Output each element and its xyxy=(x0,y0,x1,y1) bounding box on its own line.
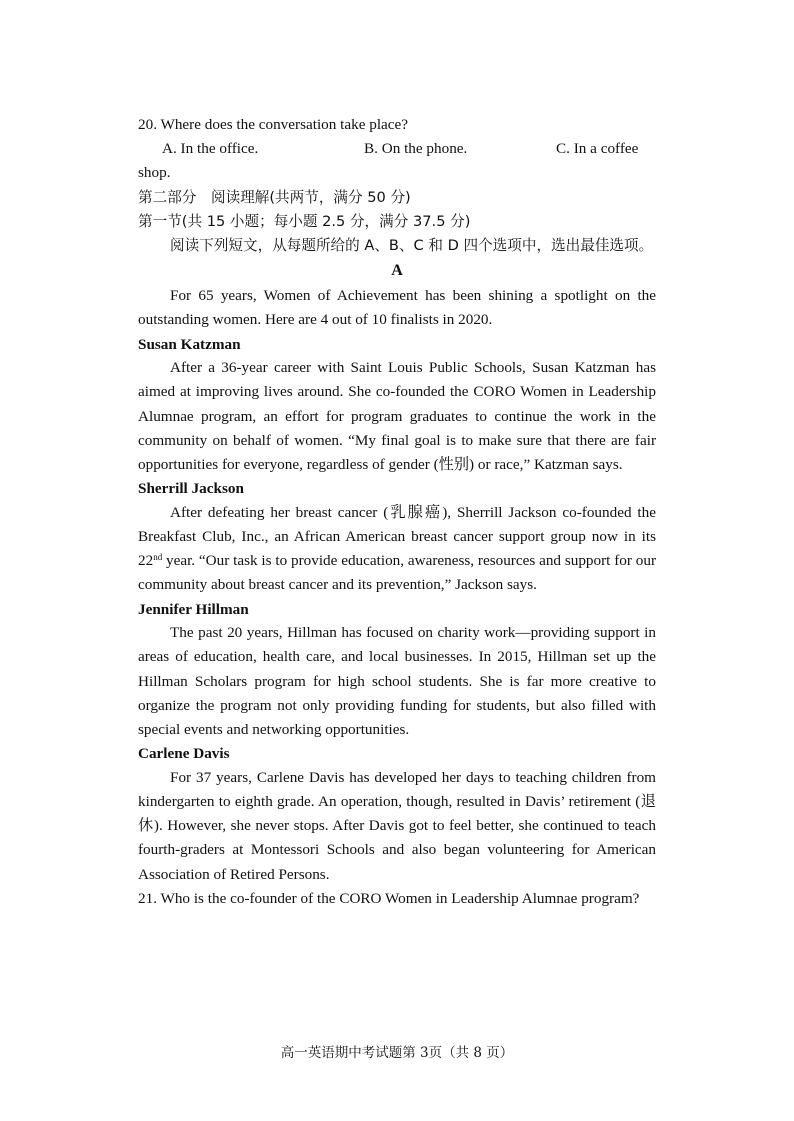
person-name: Carlene Davis xyxy=(138,745,230,763)
exam-page xyxy=(138,113,656,911)
option-c: C. In a coffee xyxy=(556,140,639,158)
question-21: 21. Who is the co-founder of the CORO Women in Leadership Alumnae program? xyxy=(138,889,640,907)
question-20: 20. Where does the conversation take place? xyxy=(138,116,409,133)
paragraph-text: After defeating her breast cancer (乳腺癌), Sherrill Jackson co-founded the Breakfast Club, Inc., an African American breast cancer support group now in its 22 xyxy=(138,503,656,570)
passage-letter: A xyxy=(391,262,403,280)
option-c-continuation: shop. xyxy=(138,164,171,182)
person-paragraph: For 37 years, Carlene Davis has developed her days to teaching children from kindergarten to eighth grade. An operation, though, resulted in Davis’ retirement (退休). However, she never stops. After Davis got to feel better, she continued to teach fourth-graders at Montessori Schools and also began volunteering for American Association of Retired Persons. xyxy=(138,768,656,883)
reading-instruction: 阅读下列短文，从每题所给的 A、B、C 和 D 四个选项中，选出最佳选项。 xyxy=(170,237,654,255)
ordinal-suffix: nd xyxy=(153,552,163,563)
option-a: A. In the office. xyxy=(162,140,259,158)
option-b: B. On the phone. xyxy=(364,140,468,158)
passage-intro: For 65 years, Women of Achievement has been shining a spotlight on the outstanding women. Here are 4 out of 10 finalists in 2020. xyxy=(138,287,656,329)
person-name: Jennifer Hillman xyxy=(138,600,249,618)
person-name: Sherrill Jackson xyxy=(138,480,244,498)
person-name: Susan Katzman xyxy=(138,335,241,353)
page-footer: 高一英语期中考试题第 3页（共 8 页） xyxy=(280,1045,514,1061)
person-paragraph xyxy=(138,501,656,598)
section1-heading: 第一节(共 15 小题；每小题 2.5 分，满分 37.5 分) xyxy=(138,212,471,230)
part2-heading: 第二部分 阅读理解(共两节，满分 50 分) xyxy=(138,188,411,206)
question-20-options xyxy=(138,137,656,161)
person-paragraph: The past 20 years, Hillman has focused on charity work—providing support in areas of education, health care, and local businesses. In 2015, Hillman set up the Hillman Scholars program for high school students. She is far more creative to organize the program not only providing funding for students, but also filled with special events and networking opportunities. xyxy=(138,624,656,739)
person-paragraph: After a 36-year career with Saint Louis Public Schools, Susan Katzman has aimed at improving lives around. She co-founded the CORO Women in Leadership Alumnae program, an effort for program graduates to continue the work in the community on behalf of women. “My final goal is to make sure that there are fair opportunities for everyone, regardless of gender (性别) or race,” Katzman says. xyxy=(138,359,656,474)
paragraph-text: year. “Our task is to provide education, awareness, resources and support for our community about breast cancer and its prevention,” Jackson says. xyxy=(138,552,656,594)
